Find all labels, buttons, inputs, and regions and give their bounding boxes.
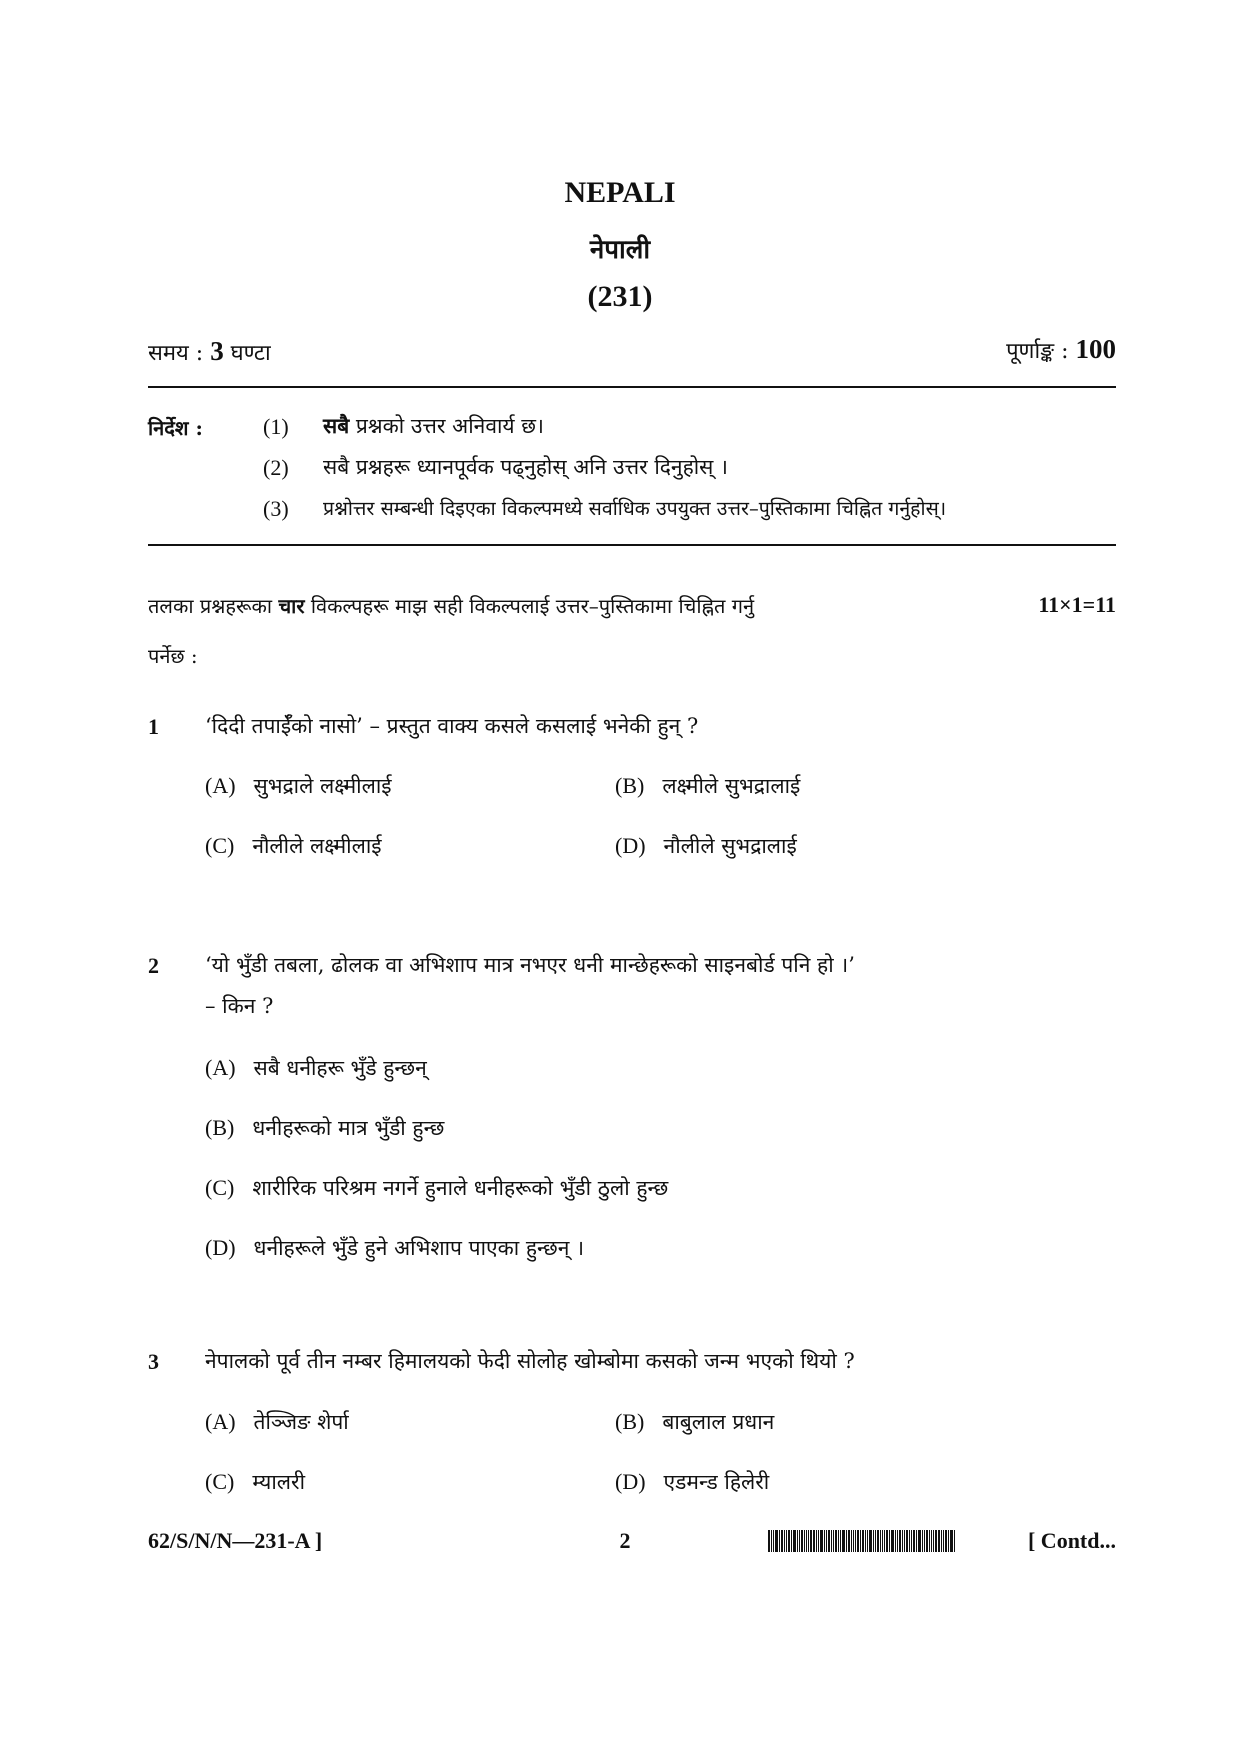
barcode-bar [875, 1530, 876, 1552]
barcode-bar [779, 1530, 780, 1552]
barcode-bar [950, 1530, 953, 1552]
barcode-bar [911, 1530, 912, 1552]
barcode-bar [797, 1530, 798, 1552]
question-number: 2 [148, 953, 159, 978]
barcode-bar [799, 1530, 800, 1552]
barcode-bar [926, 1530, 928, 1552]
barcode-bar [918, 1530, 921, 1552]
time-value: 3 [210, 336, 224, 366]
barcode-bar [948, 1530, 949, 1552]
paper-code: 62/S/N/N—231-A ] [148, 1528, 323, 1553]
barcode-bar [801, 1530, 803, 1552]
direction-bold-word: सबै [323, 413, 350, 438]
option-b: (B) लक्ष्मीले सुभद्रालाई [615, 773, 801, 798]
instruction-line-2: पर्नेछ : [148, 644, 198, 668]
question-number: 3 [148, 1349, 159, 1374]
barcode-bar [793, 1530, 796, 1552]
option-d: (D) एडमन्ड हिलेरी [615, 1469, 770, 1494]
barcode-bar [867, 1530, 868, 1552]
barcode-bar [835, 1530, 837, 1552]
barcode-bar [931, 1530, 932, 1552]
barcode-bar [810, 1530, 812, 1552]
barcode-bar [922, 1530, 923, 1552]
subject-code: (231) [587, 280, 653, 313]
barcode-bar [933, 1530, 934, 1552]
barcode-bar [838, 1530, 839, 1552]
barcode-bar [902, 1530, 903, 1552]
direction-text-1: सबै प्रश्नको उत्तर अनिवार्य छ। [323, 413, 544, 438]
barcode-bar [916, 1530, 917, 1552]
barcode-bar [938, 1530, 940, 1552]
barcode-bar [869, 1530, 872, 1552]
question-text-continued: – किन ? [205, 994, 274, 1018]
barcode-bar [886, 1530, 888, 1552]
question-text: ‘यो भुँडी तबला, ढोलक वा अभिशाप मात्र नभएर धनी मान्छेहरूको साइनबोर्ड पनि हो ।’ [205, 953, 855, 977]
barcode-bar [904, 1530, 905, 1552]
barcode-bar [828, 1530, 830, 1552]
barcode-bar [913, 1530, 915, 1552]
barcode-bar [833, 1530, 834, 1552]
barcode-bar [775, 1530, 778, 1552]
subject-title-nepali: नेपाली [589, 235, 651, 265]
barcode-bar [848, 1530, 850, 1552]
barcode-bar [846, 1530, 847, 1552]
barcode-bar [943, 1530, 944, 1552]
barcode-bar [873, 1530, 874, 1552]
barcode-bar [877, 1530, 879, 1552]
barcode-bar [781, 1530, 783, 1552]
time-info [148, 336, 271, 367]
barcode-bar [899, 1530, 901, 1552]
option-c: (C) नौलीले लक्ष्मीलाई [205, 833, 382, 858]
barcode-bar [820, 1530, 823, 1552]
time-label: समय : [148, 341, 211, 366]
barcode-bar [882, 1530, 883, 1552]
contd-marker: [ Contd... [1027, 1528, 1116, 1553]
barcode-bar [945, 1530, 947, 1552]
barcode-bar [954, 1530, 955, 1552]
section-marks: 11×1=11 [1038, 592, 1116, 617]
barcode-bar [891, 1530, 894, 1552]
marks-label: पूर्णाङ्क : [1006, 339, 1076, 364]
barcode-bar [842, 1530, 845, 1552]
barcode-bar [813, 1530, 815, 1552]
option-b: (B) धनीहरूको मात्र भुँडी हुन्छ [205, 1115, 445, 1140]
option-b: (B) बाबुलाल प्रधान [615, 1409, 775, 1434]
direction-text-2: सबै प्रश्नहरू ध्यानपूर्वक पढ्नुहोस् अनि उत्तर दिनुहोस् । [323, 455, 729, 479]
barcode-bar [786, 1530, 787, 1552]
directions-label: निर्देश : [148, 416, 203, 440]
direction-num-3: (3) [263, 496, 289, 521]
option-d: (D) धनीहरूले भुँडे हुने अभिशाप पाएका हुन्छन् । [205, 1235, 585, 1260]
option-d: (D) नौलीले सुभद्रालाई [615, 833, 797, 858]
direction-text-3: प्रश्नोत्तर सम्बन्धी दिइएका विकल्पमध्ये सर्वाधिक उपयुक्त उत्तर–पुस्तिकामा चिह्नित गर्नुहोस्। [323, 497, 947, 520]
page-number: 2 [619, 1528, 631, 1553]
bottom-rule [148, 544, 1116, 546]
barcode-bar [788, 1530, 790, 1552]
barcode-bar [808, 1530, 809, 1552]
barcode-bar [855, 1530, 856, 1552]
barcode-bar [895, 1530, 896, 1552]
barcode-bar [771, 1530, 772, 1552]
barcode-bar [840, 1530, 841, 1552]
question-text: नेपालको पूर्व तीन नम्बर हिमालयको फेदी सोलोह खोम्बोमा कसको जन्म भएको थियो ? [205, 1349, 855, 1373]
barcode-bar [791, 1530, 792, 1552]
barcode-bar [880, 1530, 881, 1552]
barcode-bar [853, 1530, 854, 1552]
barcode-bar [773, 1530, 774, 1552]
barcode-bar [889, 1530, 890, 1552]
barcode-bar [924, 1530, 925, 1552]
top-rule [148, 386, 1116, 388]
barcode-bar [784, 1530, 785, 1552]
barcode-bar [862, 1530, 864, 1552]
barcode-image [768, 1530, 992, 1552]
barcode-bar [851, 1530, 852, 1552]
barcode-bar [824, 1530, 825, 1552]
barcode-bar [884, 1530, 885, 1552]
subject-title-english: NEPALI [564, 176, 676, 209]
full-marks-info [1006, 334, 1116, 365]
barcode-bar [816, 1530, 817, 1552]
barcode-bar [897, 1530, 898, 1552]
barcode-bar [818, 1530, 819, 1552]
barcode-bar [941, 1530, 942, 1552]
barcode-bar [860, 1530, 861, 1552]
barcode-bar [935, 1530, 937, 1552]
barcode-bar [804, 1530, 805, 1552]
question-number: 1 [148, 714, 159, 739]
barcode-bar [865, 1530, 866, 1552]
option-c: (C) म्यालरी [205, 1469, 306, 1494]
barcode-bar [909, 1530, 910, 1552]
barcode-bar [929, 1530, 930, 1552]
option-c: (C) शारीरिक परिश्रम नगर्ने हुनाले धनीहरूको भुँडी ठुलो हुन्छ [205, 1175, 669, 1200]
direction-num-2: (2) [263, 455, 289, 480]
time-unit: घण्टा [223, 341, 271, 366]
option-a: (A) सबै धनीहरू भुँडे हुन्छन् [205, 1055, 427, 1080]
barcode-bar [768, 1530, 770, 1552]
barcode-bar [831, 1530, 832, 1552]
option-a: (A) तेञ्जिङ शेर्पा [205, 1409, 349, 1434]
barcode-bar [906, 1530, 908, 1552]
barcode-bar [826, 1530, 827, 1552]
option-a: (A) सुभद्राले लक्ष्मीलाई [205, 773, 392, 798]
barcode-bar [806, 1530, 807, 1552]
question-text: ‘दिदी तपाईँको नासो’ – प्रस्तुत वाक्य कसले कसलाई भनेकी हुन् ? [205, 714, 699, 738]
barcode-bar [857, 1530, 859, 1552]
marks-value: 100 [1075, 334, 1116, 364]
direction-num-1: (1) [263, 414, 289, 439]
instruction-line-1: तलका प्रश्नहरूका चार विकल्पहरू माझ सही विकल्पलाई उत्तर–पुस्तिकामा चिह्नित गर्नु [148, 594, 755, 618]
